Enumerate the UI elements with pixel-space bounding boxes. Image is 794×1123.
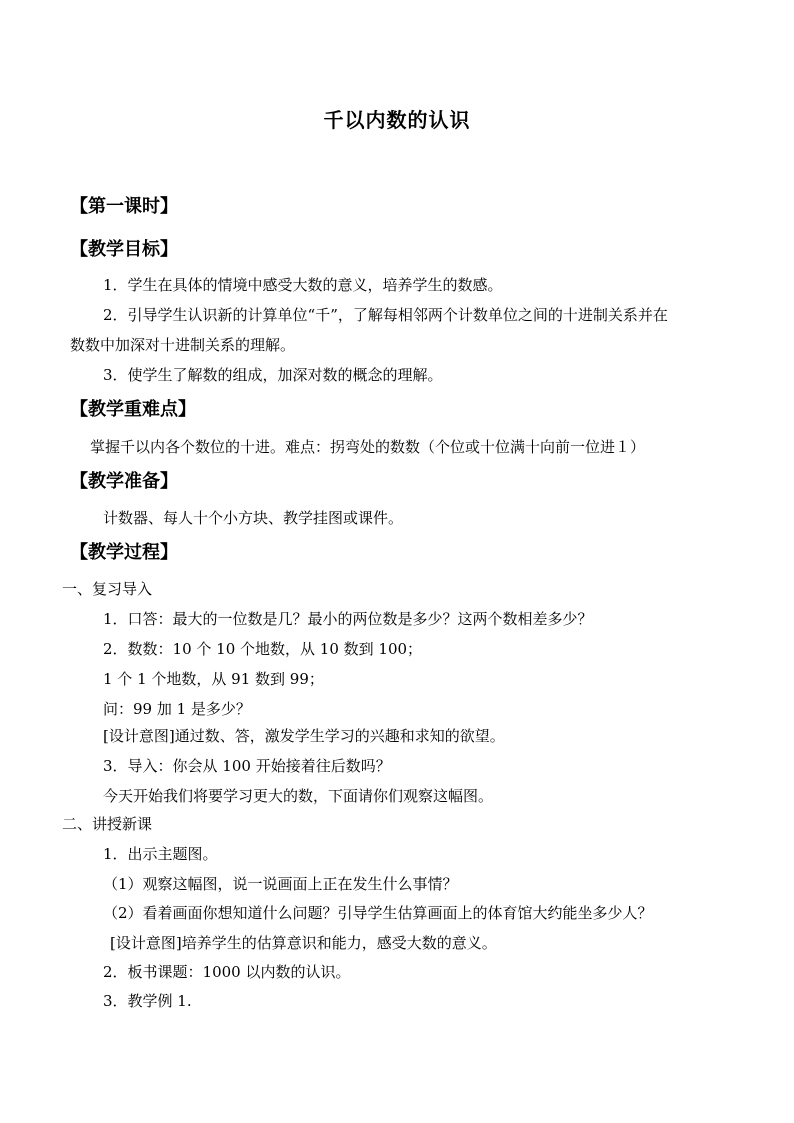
preparation-heading: 【教学准备】 (70, 471, 178, 492)
section-2-line-1: 1．出示主题图。 (103, 845, 218, 863)
page-title: 千以内数的认识 (323, 108, 471, 132)
section-2-line-6: 3．教学例 1. (103, 992, 192, 1010)
objective-item-3: 3．使学生了解数的组成，加深对数的概念的理解。 (103, 366, 443, 384)
section-1-line-4: 问：99 加 1 是多少？ (103, 700, 251, 718)
objective-item-1: 1．学生在具体的情境中感受大数的意义，培养学生的数感。 (103, 276, 503, 294)
section-2-line-4: [设计意图]培养学生的估算意识和能力，感受大数的意义。 (110, 934, 497, 952)
section-1-line-6: 3．导入：你会从 100 开始接着往后数吗？ (103, 757, 391, 775)
preparation-text: 计数器、每人十个小方块、教学挂图或课件。 (103, 509, 404, 527)
key-points-text: 掌握千以内各个数位的十进。难点：拐弯处的数数（个位或十位满十向前一位进１） (90, 438, 646, 456)
section-2-line-2: （1）观察这幅图，说一说画面上正在发生什么事情？ (103, 875, 458, 893)
section-2-line-3: （2）看着画面你想知道什么问题？引导学生估算画面上的体育馆大约能坐多少人？ (103, 904, 653, 922)
section-1-line-2: 2．数数：10 个 10 个地数，从 10 数到 100； (103, 640, 423, 658)
objective-item-2-continued: 数数中加深对十进制关系的理解。 (70, 336, 296, 354)
section-2-line-5: 2．板书课题：1000 以内数的认识。 (103, 963, 351, 981)
section-1-line-3: 1 个 1 个地数，从 91 数到 99； (103, 670, 324, 688)
objective-item-2: 2．引导学生认识新的计算单位“千”，了解每相邻两个计数单位之间的十进制关系并在 (103, 306, 668, 324)
section-1-title: 一、复习导入 (62, 580, 153, 598)
process-heading: 【教学过程】 (70, 542, 178, 563)
section-1-line-1: 1．口答：最大的一位数是几？最小的两位数是多少？这两个数相差多少？ (103, 610, 593, 628)
lesson-heading: 【第一课时】 (70, 196, 178, 217)
objectives-heading: 【教学目标】 (70, 239, 178, 260)
key-points-heading: 【教学重难点】 (70, 399, 196, 420)
section-1-line-7: 今天开始我们将要学习更大的数，下面请你们观察这幅图。 (103, 787, 494, 805)
section-2-title: 二、讲授新课 (62, 815, 153, 833)
section-1-line-5: [设计意图]通过数、答，激发学生学习的兴趣和求知的欲望。 (103, 727, 505, 745)
